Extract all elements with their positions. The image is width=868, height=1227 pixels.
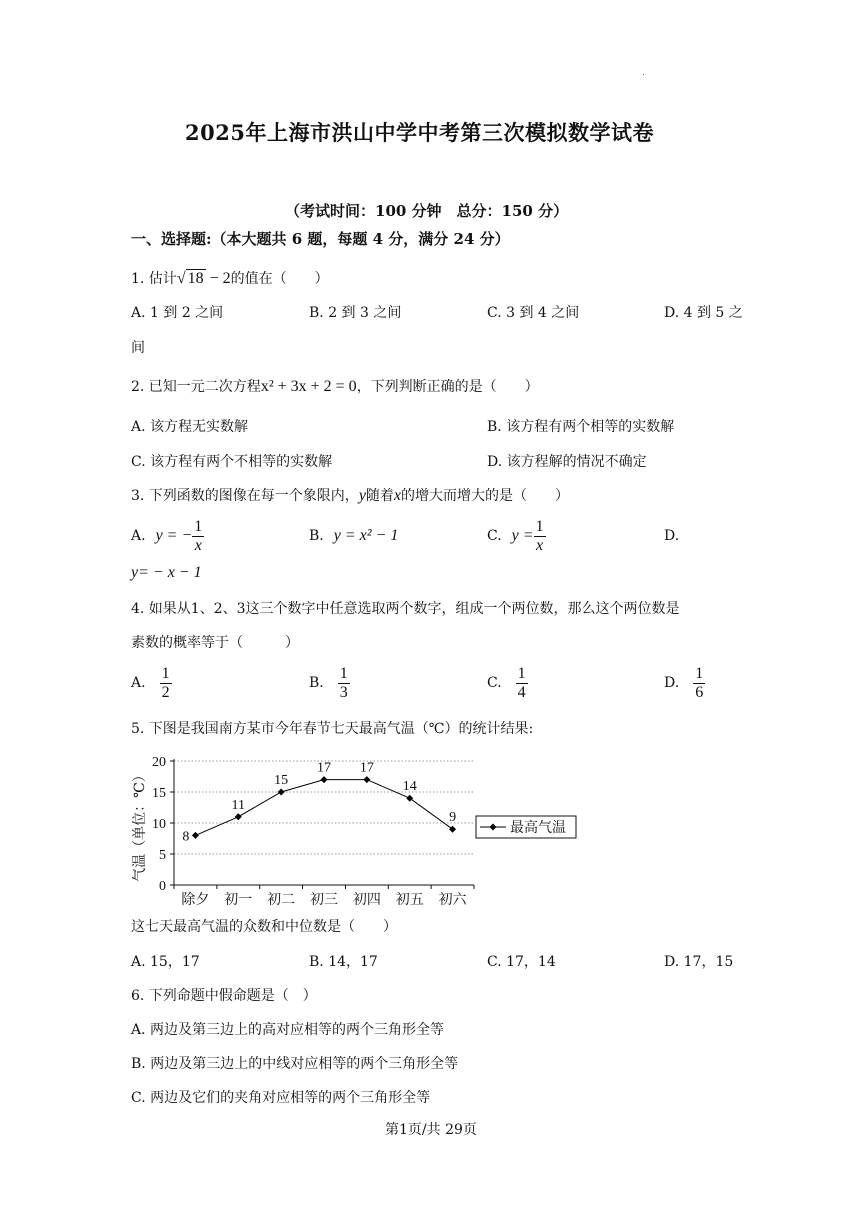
fraction-denominator: x	[536, 536, 544, 554]
q3-var-y: y	[358, 487, 366, 504]
data-point	[192, 832, 199, 839]
q3-post: 的增大而增大的是（ ）	[401, 488, 570, 504]
y-tick-label: 5	[159, 848, 166, 863]
q3-option-a	[131, 516, 204, 556]
q1-post: 的值在（ ）	[230, 271, 329, 287]
fraction-denominator: 4	[517, 683, 526, 701]
data-label: 17	[359, 760, 374, 776]
q3-option-c-lhs: y =	[511, 527, 534, 544]
x-tick-label: 初五	[395, 893, 424, 908]
q1-option-d: D. 4 到 5 之	[664, 305, 743, 321]
q2-option-b: B. 该方程有两个相等的实数解	[487, 419, 675, 435]
legend-label: 最高气温	[510, 821, 566, 836]
q4-option-d-fraction	[693, 665, 705, 702]
q3-option-a-lhs: y = −	[155, 527, 193, 544]
data-label: 14	[402, 779, 417, 795]
fraction-denominator: 6	[695, 683, 704, 701]
q1-radicand: 18	[187, 270, 204, 287]
page-title: 2025年上海市洪山中学中考第三次模拟数学试卷	[185, 120, 654, 145]
q1-option-wrap: 间	[131, 340, 145, 356]
q1-option-a: A. 1 到 2 之间	[131, 305, 224, 321]
data-label: 11	[231, 797, 246, 813]
data-label: 17	[317, 760, 331, 776]
data-point	[406, 795, 413, 802]
y-tick-label: 0	[159, 879, 166, 894]
q2-stem	[131, 378, 539, 396]
y-tick-label: 10	[152, 817, 166, 832]
q2-option-a: A. 该方程无实数解	[131, 419, 249, 435]
data-point	[321, 776, 328, 783]
data-point	[278, 789, 285, 796]
temperature-line-chart	[126, 748, 586, 913]
q4-option-b-fraction	[338, 665, 350, 702]
q6-stem: 6. 下列命题中假命题是（ ）	[131, 988, 317, 1004]
q1-option-b: B. 2 到 3 之间	[309, 305, 402, 321]
data-point	[449, 826, 456, 833]
q1-pre: 1. 估计	[131, 271, 177, 287]
q2-option-d: D. 该方程解的情况不确定	[487, 454, 647, 470]
q3-var-x: x	[393, 487, 402, 504]
fraction-denominator: 3	[339, 683, 348, 701]
q4-option-b	[309, 661, 350, 705]
q3-option-a-fraction	[192, 518, 204, 555]
q4-line2: 素数的概率等于（ ）	[131, 635, 299, 651]
y-axis-label: 气温（单位：℃）	[133, 768, 148, 882]
data-label: 9	[449, 810, 457, 826]
q5-option-b: B. 14，17	[309, 954, 378, 970]
q3-option-d-expr: y= − x − 1	[131, 564, 202, 581]
q1-post-math: − 2	[205, 270, 231, 287]
q5-after-chart: 这七天最高气温的众数和中位数是（ ）	[131, 919, 397, 935]
q3-pre: 3. 下列函数的图像在每一个象限内，	[131, 488, 359, 504]
q5-option-c: C. 17，14	[487, 954, 556, 970]
q3-stem	[131, 487, 569, 505]
data-point	[363, 776, 370, 783]
q3-option-b-expr: y = x² − 1	[333, 527, 399, 544]
x-tick-label: 初一	[224, 893, 253, 908]
y-tick-label: 15	[152, 786, 166, 801]
data-label: 15	[274, 773, 289, 788]
q1-sqrt: √ 18	[176, 270, 204, 287]
exam-info: （考试时间：100 分钟 总分：150 分）	[285, 202, 569, 220]
q6-option-a: A. 两边及第三边上的高对应相等的两个三角形全等	[131, 1022, 445, 1038]
fraction-numerator: 1	[194, 517, 203, 535]
q5-option-a: A. 15，17	[131, 954, 200, 970]
q2-post: ，下列判断正确的是（ ）	[356, 379, 539, 395]
q2-option-c: C. 该方程有两个不相等的实数解	[131, 454, 333, 470]
data-point	[235, 813, 242, 820]
fraction-denominator: x	[194, 536, 202, 554]
q2-equation: x² + 3x + 2 = 0	[260, 378, 357, 395]
fraction-numerator: 1	[695, 664, 704, 682]
q3-option-a-letter: A.	[131, 528, 146, 544]
q5-stem: 5. 下图是我国南方某市今年春节七天最高气温（℃）的统计结果:	[131, 721, 534, 737]
speck	[643, 74, 644, 75]
q4-option-a	[131, 661, 172, 705]
data-label: 8	[182, 829, 190, 845]
q4-option-a-letter: A.	[131, 675, 146, 691]
chart-legend	[476, 816, 576, 838]
q3-option-c-fraction	[534, 518, 546, 555]
q3-option-b-letter: B.	[309, 528, 324, 544]
x-tick-label: 初二	[267, 893, 296, 908]
q4-option-b-letter: B.	[309, 675, 324, 691]
x-tick-label: 初三	[310, 893, 338, 908]
q3-option-d-letter: D.	[664, 528, 680, 544]
fraction-numerator: 1	[339, 664, 348, 682]
page-footer: 第1页/共 29页	[385, 1122, 477, 1138]
fraction-numerator: 1	[535, 517, 544, 535]
q3-mid: 随着	[365, 488, 394, 504]
fraction-numerator: 1	[517, 664, 526, 682]
q4-option-d-letter: D.	[664, 675, 680, 691]
y-tick-label: 20	[152, 755, 166, 770]
q1-stem	[131, 270, 329, 288]
q4-option-a-fraction	[160, 665, 172, 702]
q4-option-d	[664, 661, 705, 705]
x-tick-label: 除夕	[181, 893, 210, 908]
fraction-numerator: 1	[161, 664, 170, 682]
q6-option-b: B. 两边及第三边上的中线对应相等的两个三角形全等	[131, 1056, 459, 1072]
section-heading: 一、选择题:（本大题共 6 题，每题 4 分，满分 24 分）	[131, 230, 510, 248]
q4-line1: 4. 如果从1、2、3这三个数字中任意选取两个数字，组成一个两位数，那么这个两位数是	[131, 601, 680, 617]
q4-option-c-fraction	[516, 665, 528, 702]
q5-option-d: D. 17，15	[664, 954, 734, 970]
q4-option-c-letter: C.	[487, 675, 502, 691]
q3-option-c-letter: C.	[487, 528, 502, 544]
x-tick-label: 初六	[438, 893, 467, 908]
q1-option-c: C. 3 到 4 之间	[487, 305, 580, 321]
q3-option-b	[309, 516, 398, 556]
q4-option-c	[487, 661, 528, 705]
fraction-denominator: 2	[161, 683, 170, 701]
q2-pre: 2. 已知一元二次方程	[131, 379, 261, 395]
q3-option-c	[487, 516, 546, 556]
q6-option-c: C. 两边及它们的夹角对应相等的两个三角形全等	[131, 1090, 431, 1106]
x-tick-label: 初四	[352, 893, 381, 908]
